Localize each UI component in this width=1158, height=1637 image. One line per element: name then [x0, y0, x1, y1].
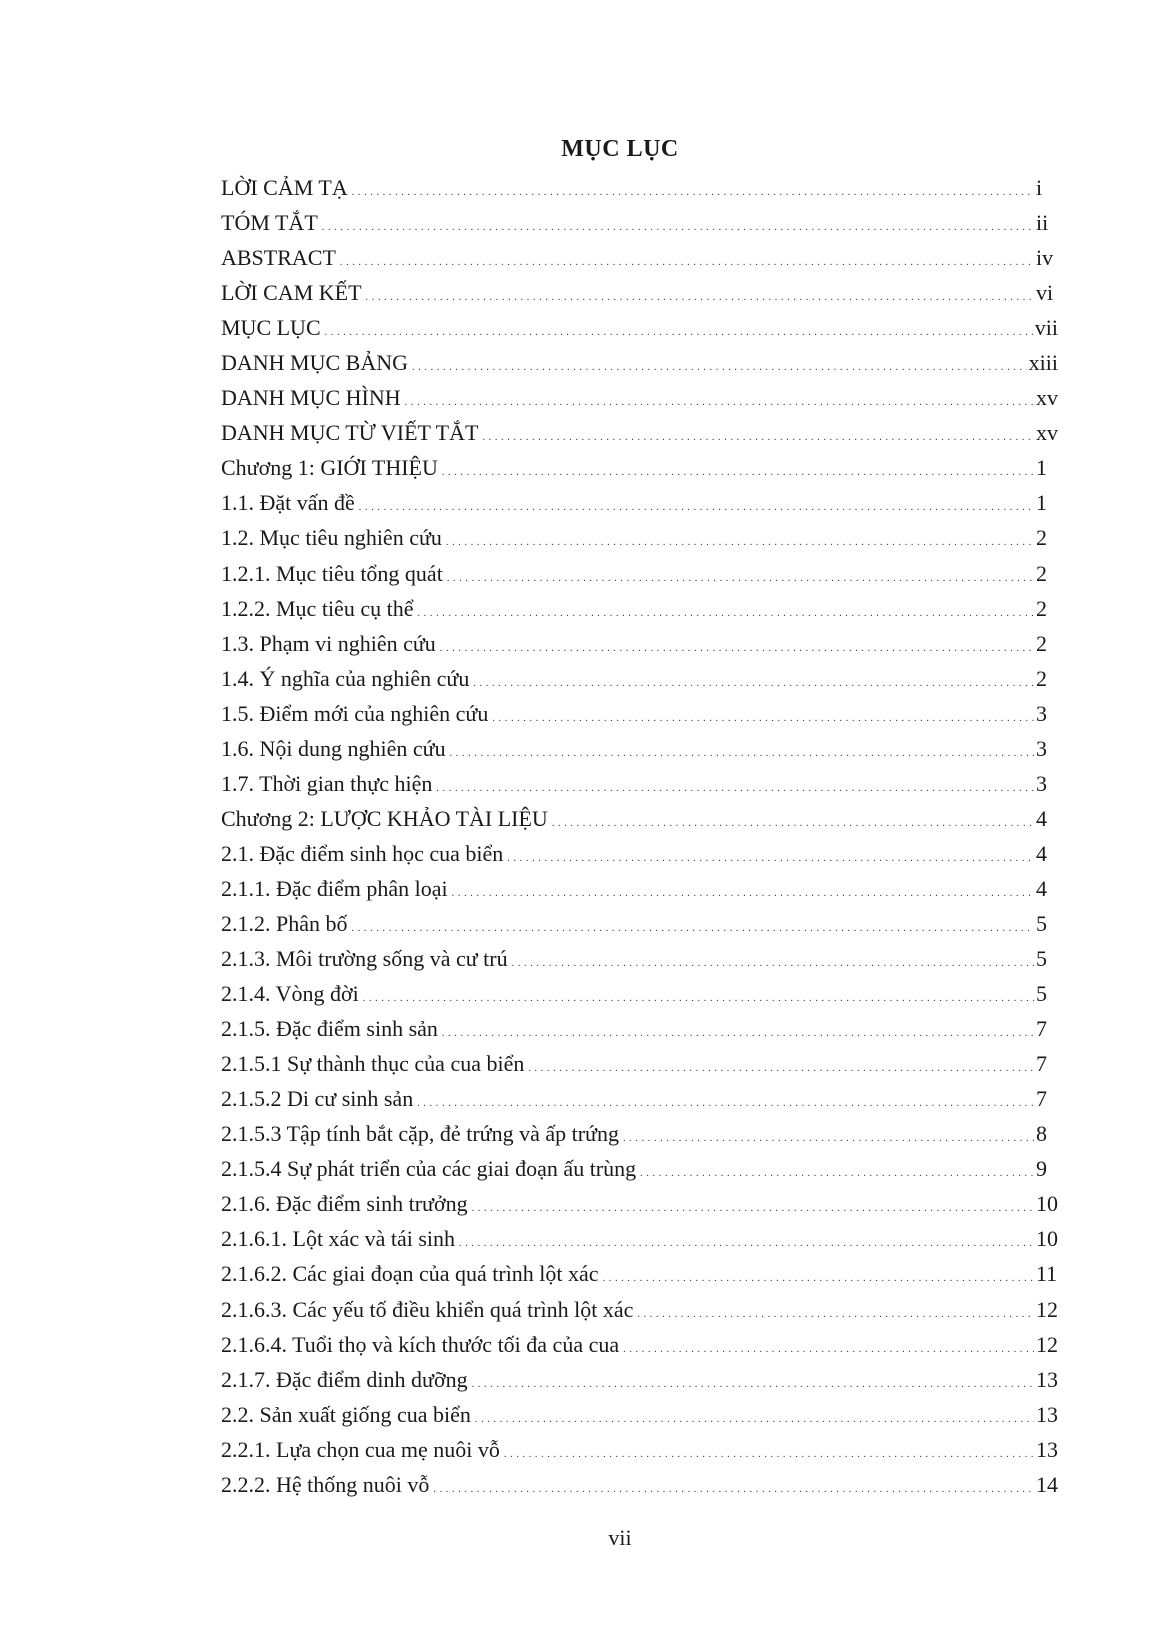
- toc-entry-label: 2.1.6.4. Tuổi thọ và kích thước tối đa của cua: [221, 1331, 620, 1357]
- toc-entry-page: 2: [1036, 525, 1047, 551]
- toc-entry-label: MỤC LỤC: [221, 315, 321, 341]
- dot-leader: [442, 450, 1034, 490]
- toc-entry-label: Chương 2: LƯỢC KHẢO TÀI LIỆU: [221, 805, 548, 831]
- toc-entry-page: iv: [1036, 245, 1054, 271]
- toc-entry-page: 2: [1036, 630, 1047, 656]
- toc-entry: [221, 170, 1058, 205]
- toc-entry-page: 2: [1036, 595, 1047, 621]
- toc-entry: [221, 485, 1058, 520]
- toc-entry: [221, 1432, 1058, 1467]
- toc-entry-page: 9: [1036, 1156, 1047, 1182]
- toc-entry: [221, 275, 1058, 310]
- toc-entry-page: 13: [1036, 1436, 1058, 1462]
- dot-leader: [352, 906, 1035, 946]
- toc-entry-label: 2.1.5.2 Di cư sinh sản: [221, 1086, 414, 1112]
- dot-leader: [412, 345, 1027, 385]
- dot-leader: [623, 1327, 1034, 1367]
- toc-entry-label: 2.1.6.1. Lột xác và tái sinh: [221, 1226, 456, 1252]
- dot-leader: [447, 556, 1034, 596]
- dot-leader: [482, 415, 1034, 455]
- toc-entry-label: TÓM TẮT: [221, 210, 318, 236]
- toc-entry-label: 2.1.6.3. Các yếu tố điều khiển quá trình lột xác: [221, 1296, 634, 1322]
- toc-entry-page: 1: [1036, 490, 1047, 516]
- toc-entry-page: 2: [1036, 560, 1047, 586]
- toc-entry-page: 13: [1036, 1401, 1058, 1427]
- toc-entry-page: 5: [1036, 981, 1047, 1007]
- toc-entry-page: 4: [1036, 805, 1047, 831]
- toc-entry-label: 1.4. Ý nghĩa của nghiên cứu: [221, 665, 470, 691]
- toc-entry-page: 3: [1036, 700, 1047, 726]
- toc-entry-label: 1.3. Phạm vi nghiên cứu: [221, 630, 436, 656]
- toc-entry-label: 2.1.5. Đặc điểm sinh sản: [221, 1016, 438, 1042]
- dot-leader: [325, 310, 1033, 350]
- toc-entry-page: 7: [1036, 1016, 1047, 1042]
- toc-entry-label: Chương 1: GIỚI THIỆU: [221, 455, 438, 481]
- toc-entry: [221, 1397, 1058, 1432]
- toc-entry-label: 1.6. Nội dung nghiên cứu: [221, 735, 446, 761]
- dot-leader: [492, 696, 1034, 736]
- dot-leader: [473, 661, 1034, 701]
- dot-leader: [507, 836, 1034, 876]
- toc-entry: [221, 520, 1058, 555]
- dot-leader: [359, 485, 1034, 525]
- dot-leader: [417, 1081, 1034, 1121]
- toc-entry: [221, 801, 1058, 836]
- toc-entry-label: 1.2.2. Mục tiêu cụ thể: [221, 595, 414, 621]
- toc-entry-label: 2.1.6.2. Các giai đoạn của quá trình lột xác: [221, 1261, 599, 1287]
- toc-entry: [221, 1116, 1058, 1151]
- toc-entry-page: 5: [1036, 946, 1047, 972]
- toc-entry-page: xv: [1036, 420, 1058, 446]
- dot-leader: [452, 871, 1034, 911]
- toc-entry: [221, 450, 1058, 485]
- toc-entry-page: 8: [1036, 1121, 1047, 1147]
- toc-entry-page: 2: [1036, 665, 1047, 691]
- dot-leader: [623, 1116, 1034, 1156]
- toc-entry-label: 2.1.6. Đặc điểm sinh trưởng: [221, 1191, 468, 1217]
- toc-entry: [221, 731, 1058, 766]
- toc-entry-page: 4: [1036, 875, 1047, 901]
- toc-entry-label: 1.5. Điểm mới của nghiên cứu: [221, 700, 489, 726]
- dot-leader: [450, 731, 1034, 771]
- toc-entry: [221, 766, 1058, 801]
- toc-entry-label: 2.1.5.1 Sự thành thục của cua biển: [221, 1051, 525, 1077]
- toc-entry-page: 11: [1036, 1261, 1058, 1287]
- toc-entry: [221, 240, 1058, 275]
- toc-entry-page: 7: [1036, 1086, 1047, 1112]
- toc-entry-page: xiii: [1028, 350, 1058, 376]
- toc-entry: [221, 696, 1058, 731]
- toc-entry-label: 1.2. Mục tiêu nghiên cứu: [221, 525, 442, 551]
- dot-leader: [475, 1397, 1034, 1437]
- toc-entry: [221, 556, 1058, 591]
- toc-entry-page: 13: [1036, 1366, 1058, 1392]
- toc-entry-label: 2.1.2. Phân bố: [221, 910, 348, 936]
- toc-entry-label: ABSTRACT: [221, 245, 336, 271]
- toc-entry: [221, 1221, 1058, 1256]
- toc-entry-page: vii: [1034, 315, 1058, 341]
- toc-entry-label: 1.1. Đặt vấn đề: [221, 490, 355, 516]
- toc-entry: [221, 1186, 1058, 1221]
- toc-entry: [221, 1292, 1058, 1327]
- toc-entry-label: LỜI CẢM TẠ: [221, 175, 348, 200]
- dot-leader: [322, 205, 1034, 245]
- toc-entry-page: 12: [1036, 1296, 1058, 1322]
- dot-leader: [417, 591, 1034, 631]
- toc-entry-page: vi: [1036, 280, 1054, 306]
- toc-entry-page: 3: [1036, 770, 1047, 796]
- toc-entry-label: 2.1.3. Môi trường sống và cư trú: [221, 946, 508, 972]
- toc-entry: [221, 415, 1058, 450]
- toc-entry-page: 7: [1036, 1051, 1047, 1077]
- toc-entry-page: xv: [1036, 385, 1058, 411]
- dot-leader: [603, 1256, 1034, 1296]
- toc-entry-label: 2.1.4. Vòng đời: [221, 981, 359, 1007]
- toc-entry: [221, 1327, 1058, 1362]
- toc-entry: [221, 1151, 1058, 1186]
- toc-entry: [221, 1046, 1058, 1081]
- toc-entry: [221, 1256, 1058, 1291]
- toc-entry-label: DANH MỤC TỪ VIẾT TẮT: [221, 420, 479, 446]
- dot-leader: [640, 1151, 1034, 1191]
- toc-entry-page: 1: [1036, 455, 1047, 481]
- toc-entry-label: 2.2. Sản xuất giống cua biển: [221, 1401, 471, 1427]
- dot-leader: [552, 801, 1034, 841]
- toc-entry: [221, 1011, 1058, 1046]
- page-number: vii: [608, 1525, 632, 1550]
- toc-entry: [221, 941, 1058, 976]
- toc-entry: [221, 906, 1058, 941]
- toc-entry: [221, 1362, 1058, 1397]
- dot-leader: [340, 240, 1034, 280]
- toc-entry: [221, 976, 1058, 1011]
- toc-entry-label: LỜI CAM KẾT: [221, 280, 362, 306]
- toc-entry: [221, 871, 1058, 906]
- toc-entry: [221, 345, 1058, 380]
- toc-title: MỤC LỤC: [561, 136, 679, 162]
- toc-entry-label: 1.2.1. Mục tiêu tổng quát: [221, 560, 443, 586]
- toc-entry-page: 5: [1036, 910, 1047, 936]
- toc-list: [221, 170, 1058, 1502]
- dot-leader: [472, 1362, 1034, 1402]
- toc-entry-page: 3: [1036, 735, 1047, 761]
- dot-leader: [459, 1221, 1034, 1261]
- toc-entry-label: DANH MỤC HÌNH: [221, 385, 401, 411]
- toc-entry-page: 4: [1036, 840, 1047, 866]
- toc-entry: [221, 380, 1058, 415]
- toc-entry-label: DANH MỤC BẢNG: [221, 350, 409, 376]
- dot-leader: [363, 976, 1034, 1016]
- dot-leader: [512, 941, 1034, 981]
- toc-entry-label: 1.7. Thời gian thực hiện: [221, 770, 433, 796]
- dot-leader: [442, 1011, 1034, 1051]
- toc-entry-label: 2.1.7. Đặc điểm dinh dưỡng: [221, 1366, 468, 1392]
- dot-leader: [637, 1292, 1034, 1332]
- dot-leader: [366, 275, 1034, 315]
- dot-leader: [436, 766, 1034, 806]
- dot-leader: [528, 1046, 1034, 1086]
- toc-entry: [221, 1467, 1058, 1502]
- dot-leader: [472, 1186, 1034, 1226]
- toc-entry: [221, 310, 1058, 345]
- toc-entry: [221, 1081, 1058, 1116]
- toc-entry: [221, 836, 1058, 871]
- toc-entry-label: 2.2.1. Lựa chọn cua mẹ nuôi vỗ: [221, 1436, 500, 1462]
- toc-entry-page: 10: [1036, 1226, 1058, 1252]
- dot-leader: [352, 170, 1034, 210]
- dot-leader: [504, 1432, 1034, 1472]
- toc-entry-label: 2.1.1. Đặc điểm phân loại: [221, 875, 448, 901]
- toc-entry-label: 2.1.5.4 Sự phát triển của các giai đoạn ấu trùng: [221, 1156, 637, 1182]
- toc-entry: [221, 661, 1058, 696]
- toc-entry-page: i: [1036, 175, 1043, 200]
- dot-leader: [440, 626, 1034, 666]
- dot-leader: [433, 1467, 1034, 1507]
- toc-entry-label: 2.2.2. Hệ thống nuôi vỗ: [221, 1471, 430, 1497]
- toc-entry-page: 14: [1036, 1471, 1058, 1497]
- toc-entry-page: 12: [1036, 1331, 1058, 1357]
- toc-entry-page: 10: [1036, 1191, 1058, 1217]
- toc-entry: [221, 591, 1058, 626]
- dot-leader: [446, 520, 1034, 560]
- toc-entry-label: 2.1. Đặc điểm sinh học cua biển: [221, 840, 504, 866]
- toc-entry: [221, 205, 1058, 240]
- toc-entry: [221, 626, 1058, 661]
- dot-leader: [405, 380, 1034, 420]
- toc-entry-page: ii: [1036, 210, 1049, 236]
- toc-entry-label: 2.1.5.3 Tập tính bắt cặp, đẻ trứng và ấp trứng: [221, 1121, 619, 1147]
